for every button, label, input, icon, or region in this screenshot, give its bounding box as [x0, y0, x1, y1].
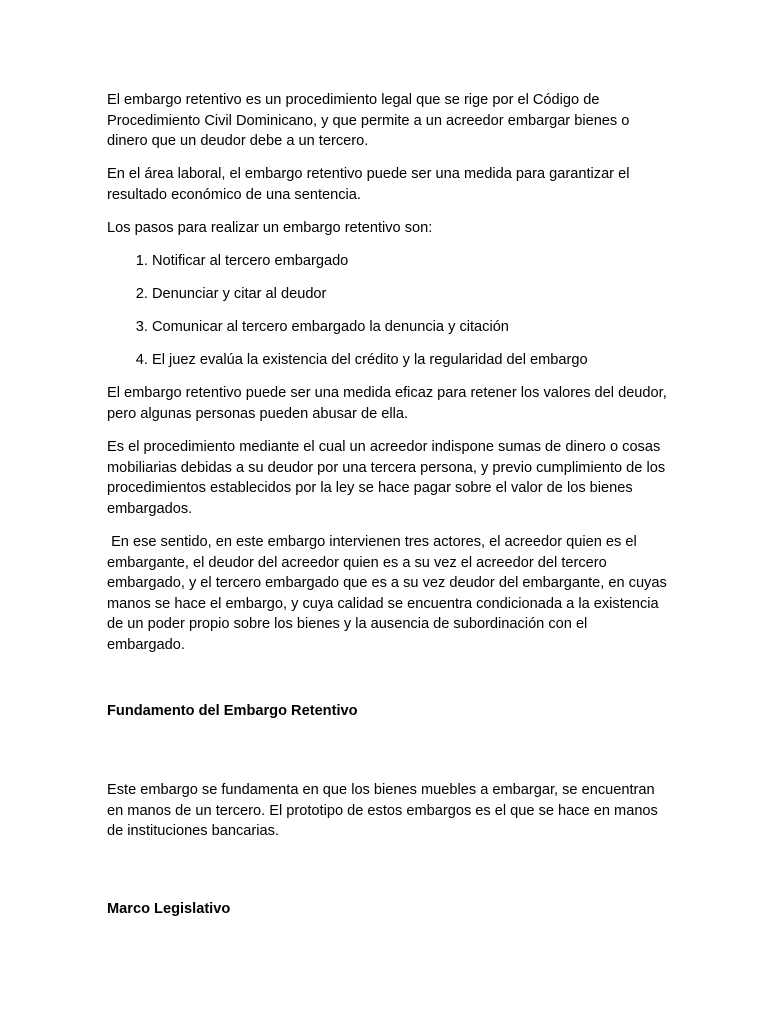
list-item: 4. El juez evalúa la existencia del crédito y la regularidad del embargo: [152, 350, 667, 371]
paragraph-steps-intro: Los pasos para realizar un embargo retentivo son:: [107, 219, 433, 236]
list-item: 2. Denunciar y citar al deudor: [152, 284, 667, 305]
paragraph-labor-area: En el área laboral, el embargo retentivo puede ser una medida para garantizar el resultado económico de una sentencia.: [107, 166, 630, 203]
steps-list: [107, 251, 667, 371]
paragraph-definition: El embargo retentivo es un procedimiento legal que se rige por el Código de Procedimiento Civil Dominicano, y que permite a un acreedor embargar bienes o dinero que un deudor debe a un tercero.: [107, 92, 630, 150]
spacer: [107, 854, 667, 899]
heading-marco-legislativo: Marco Legislativo: [107, 901, 231, 918]
paragraph-fundamento: Este embargo se fundamenta en que los bienes muebles a embargar, se encuentran en manos de un tercero. El prototipo de estos embargos es el que se hace en manos de instituciones bancarias.: [107, 782, 658, 840]
heading-fundamento: Fundamento del Embargo Retentivo: [107, 703, 358, 720]
list-item: 3. Comunicar al tercero embargado la denuncia y citación: [152, 317, 667, 338]
document-page: [107, 90, 671, 933]
paragraph-effectiveness: El embargo retentivo puede ser una medida eficaz para retener los valores del deudor, pero algunas personas pueden abusar de ella.: [107, 385, 667, 423]
list-item: 1. Notificar al tercero embargado: [152, 251, 667, 272]
spacer: [107, 734, 667, 780]
paragraph-procedure: Es el procedimiento mediante el cual un acreedor indispone sumas de dinero o cosas mobiliarias debidas a su deudor por una tercera persona, y previo cumplimiento de los procedimientos establecidos por la ley se hace pagar sobre el valor de los bienes embargados.: [107, 439, 666, 517]
spacer: [107, 668, 667, 701]
paragraph-actors: En ese sentido, en este embargo intervienen tres actores, el acreedor quien es el embargante, el deudor del acreedor quien es a su vez el acreedor del tercero embargado, y el tercero embargado que es a su vez deudor del embargante, en cuyas manos se hace el embargo, y cuya calidad se encuentra condicionada a la existencia de un poder propio sobre los bienes y la ausencia de subordinación con el embargado.: [107, 534, 671, 653]
